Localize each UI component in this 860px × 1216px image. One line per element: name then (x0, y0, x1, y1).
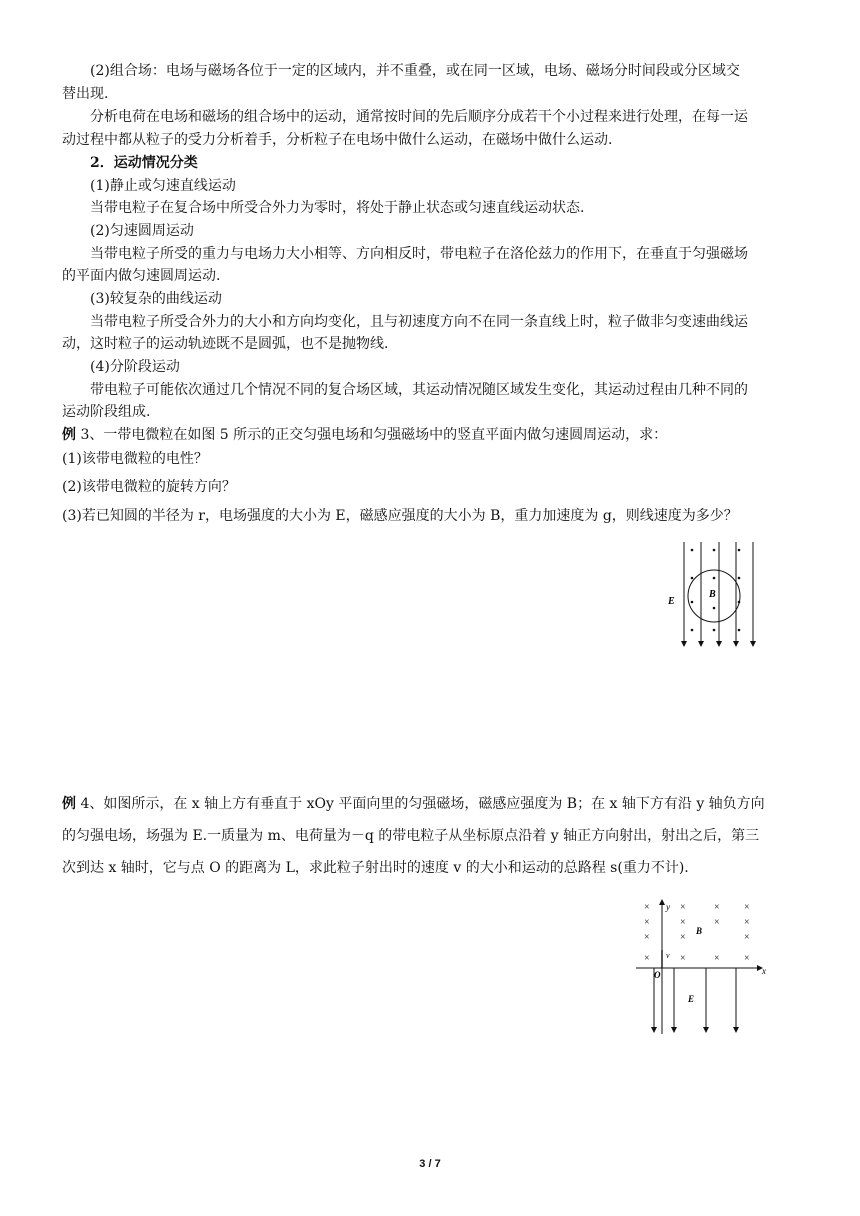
paragraph-combined-field-l2: 替出现. (62, 86, 109, 102)
item-3-text-l2: 动，这时粒子的运动轨迹既不是圆弧，也不是抛物线. (62, 336, 389, 352)
item-2-title: (2)匀速圆周运动 (90, 223, 194, 239)
field-diagram-e-b (664, 540, 764, 648)
example-3-question-3: (3)若已知圆的半径为 r，电场强度的大小为 E，磁感应强度的大小为 B，重力加速度为 g，则线速度为多少？ (62, 508, 738, 524)
example-3-stem (62, 424, 802, 446)
example-3-figure (664, 540, 764, 648)
example-3-label: 例 (62, 427, 76, 443)
paragraph-analysis-l2: 动过程中都从粒子的受力分析着手，分析粒子在电场中做什么运动，在磁场中做什么运动. (62, 132, 613, 148)
example-4-line-2: 的匀强电场，场强为 E.一质量为 m、电荷量为－q 的带电粒子从坐标原点沿着 y 轴正方向射出，射出之后，第三 (62, 828, 760, 844)
svg-text:×: × (714, 902, 720, 913)
svg-text:×: × (680, 932, 686, 943)
svg-text:×: × (744, 953, 750, 964)
svg-text:×: × (644, 917, 650, 928)
example-4-line-1 (62, 793, 802, 815)
item-2-text-l2: 的平面内做匀速圆周运动. (62, 268, 221, 284)
example-4-line-3: 次到达 x 轴时，它与点 O 的距离为 L，求此粒子射出时的速度 v 的大小和运动的总路程 s(重力不计). (62, 860, 689, 876)
svg-text:×: × (680, 917, 686, 928)
svg-text:×: × (714, 917, 720, 928)
electric-field-lines (654, 968, 736, 1030)
fig4-label-x: x (762, 966, 766, 976)
item-3-text-l1: 当带电粒子所受合外力的大小和方向均变化，且与初速度方向不在同一条直线上时，粒子做非匀变速曲线运 (90, 314, 748, 330)
example-4-figure (634, 898, 774, 1038)
fig3-label-b: B (709, 589, 716, 600)
item-4-text-l1: 带电粒子可能依次通过几个情况不同的复合场区域，其运动情况随区域发生变化，其运动过程由几种不同的 (90, 382, 748, 398)
example-4-label: 例 (62, 796, 76, 812)
section-heading-motion-types: 2．运动情况分类 (90, 155, 198, 171)
svg-text:×: × (744, 902, 750, 913)
fig4-label-o: O (654, 970, 661, 980)
svg-text:×: × (680, 902, 686, 913)
svg-text:×: × (680, 953, 686, 964)
fig4-label-e: E (688, 994, 695, 1004)
item-1-text: 当带电粒子在复合场中所受合外力为零时，将处于静止状态或匀速直线运动状态. (90, 200, 585, 216)
svg-text:×: × (644, 932, 650, 943)
example-4-line-1-text: 4、如图所示，在 x 轴上方有垂直于 xOy 平面向里的匀强磁场，磁感应强度为 B；在 x 轴下方有沿 y 轴负方向 (76, 796, 765, 812)
fig4-label-v: v (666, 951, 670, 960)
item-1-title: (1)静止或匀速直线运动 (90, 178, 236, 194)
example-3-question-2: (2)该带电微粒的旋转方向？ (62, 479, 236, 495)
item-2-text-l1: 当带电粒子所受的重力与电场力大小相等、方向相反时，带电粒子在洛伦兹力的作用下，在垂直于匀强磁场 (90, 246, 748, 262)
example-3-question-1: (1)该带电微粒的电性？ (62, 451, 208, 467)
svg-text:×: × (714, 953, 720, 964)
svg-text:×: × (644, 953, 650, 964)
svg-text:×: × (744, 932, 750, 943)
paragraph-analysis-l1: 分析电荷在电场和磁场的组合场中的运动，通常按时间的先后顺序分成若干个小过程来进行处理，在每一运 (90, 109, 748, 125)
page-number: 3 / 7 (419, 1158, 441, 1170)
item-4-text-l2: 运动阶段组成. (62, 404, 151, 420)
item-4-title: (4)分阶段运动 (90, 359, 180, 375)
svg-text:×: × (744, 917, 750, 928)
item-3-title: (3)较复杂的曲线运动 (90, 291, 222, 307)
example-3-stem-text: 3、一带电微粒在如图 5 所示的正交匀强电场和匀强磁场中的竖直平面内做匀速圆周运动，求： (76, 427, 668, 443)
paragraph-combined-field-l1: (2)组合场：电场与磁场各位于一定的区域内，并不重叠，或在同一区域，电场、磁场分时间段或分区域交 (90, 63, 740, 79)
svg-text:×: × (644, 902, 650, 913)
coordinate-field-diagram (634, 898, 774, 1038)
fig3-label-e: E (668, 596, 675, 607)
fig4-label-b: B (696, 926, 703, 936)
fig4-label-y: y (666, 902, 670, 912)
